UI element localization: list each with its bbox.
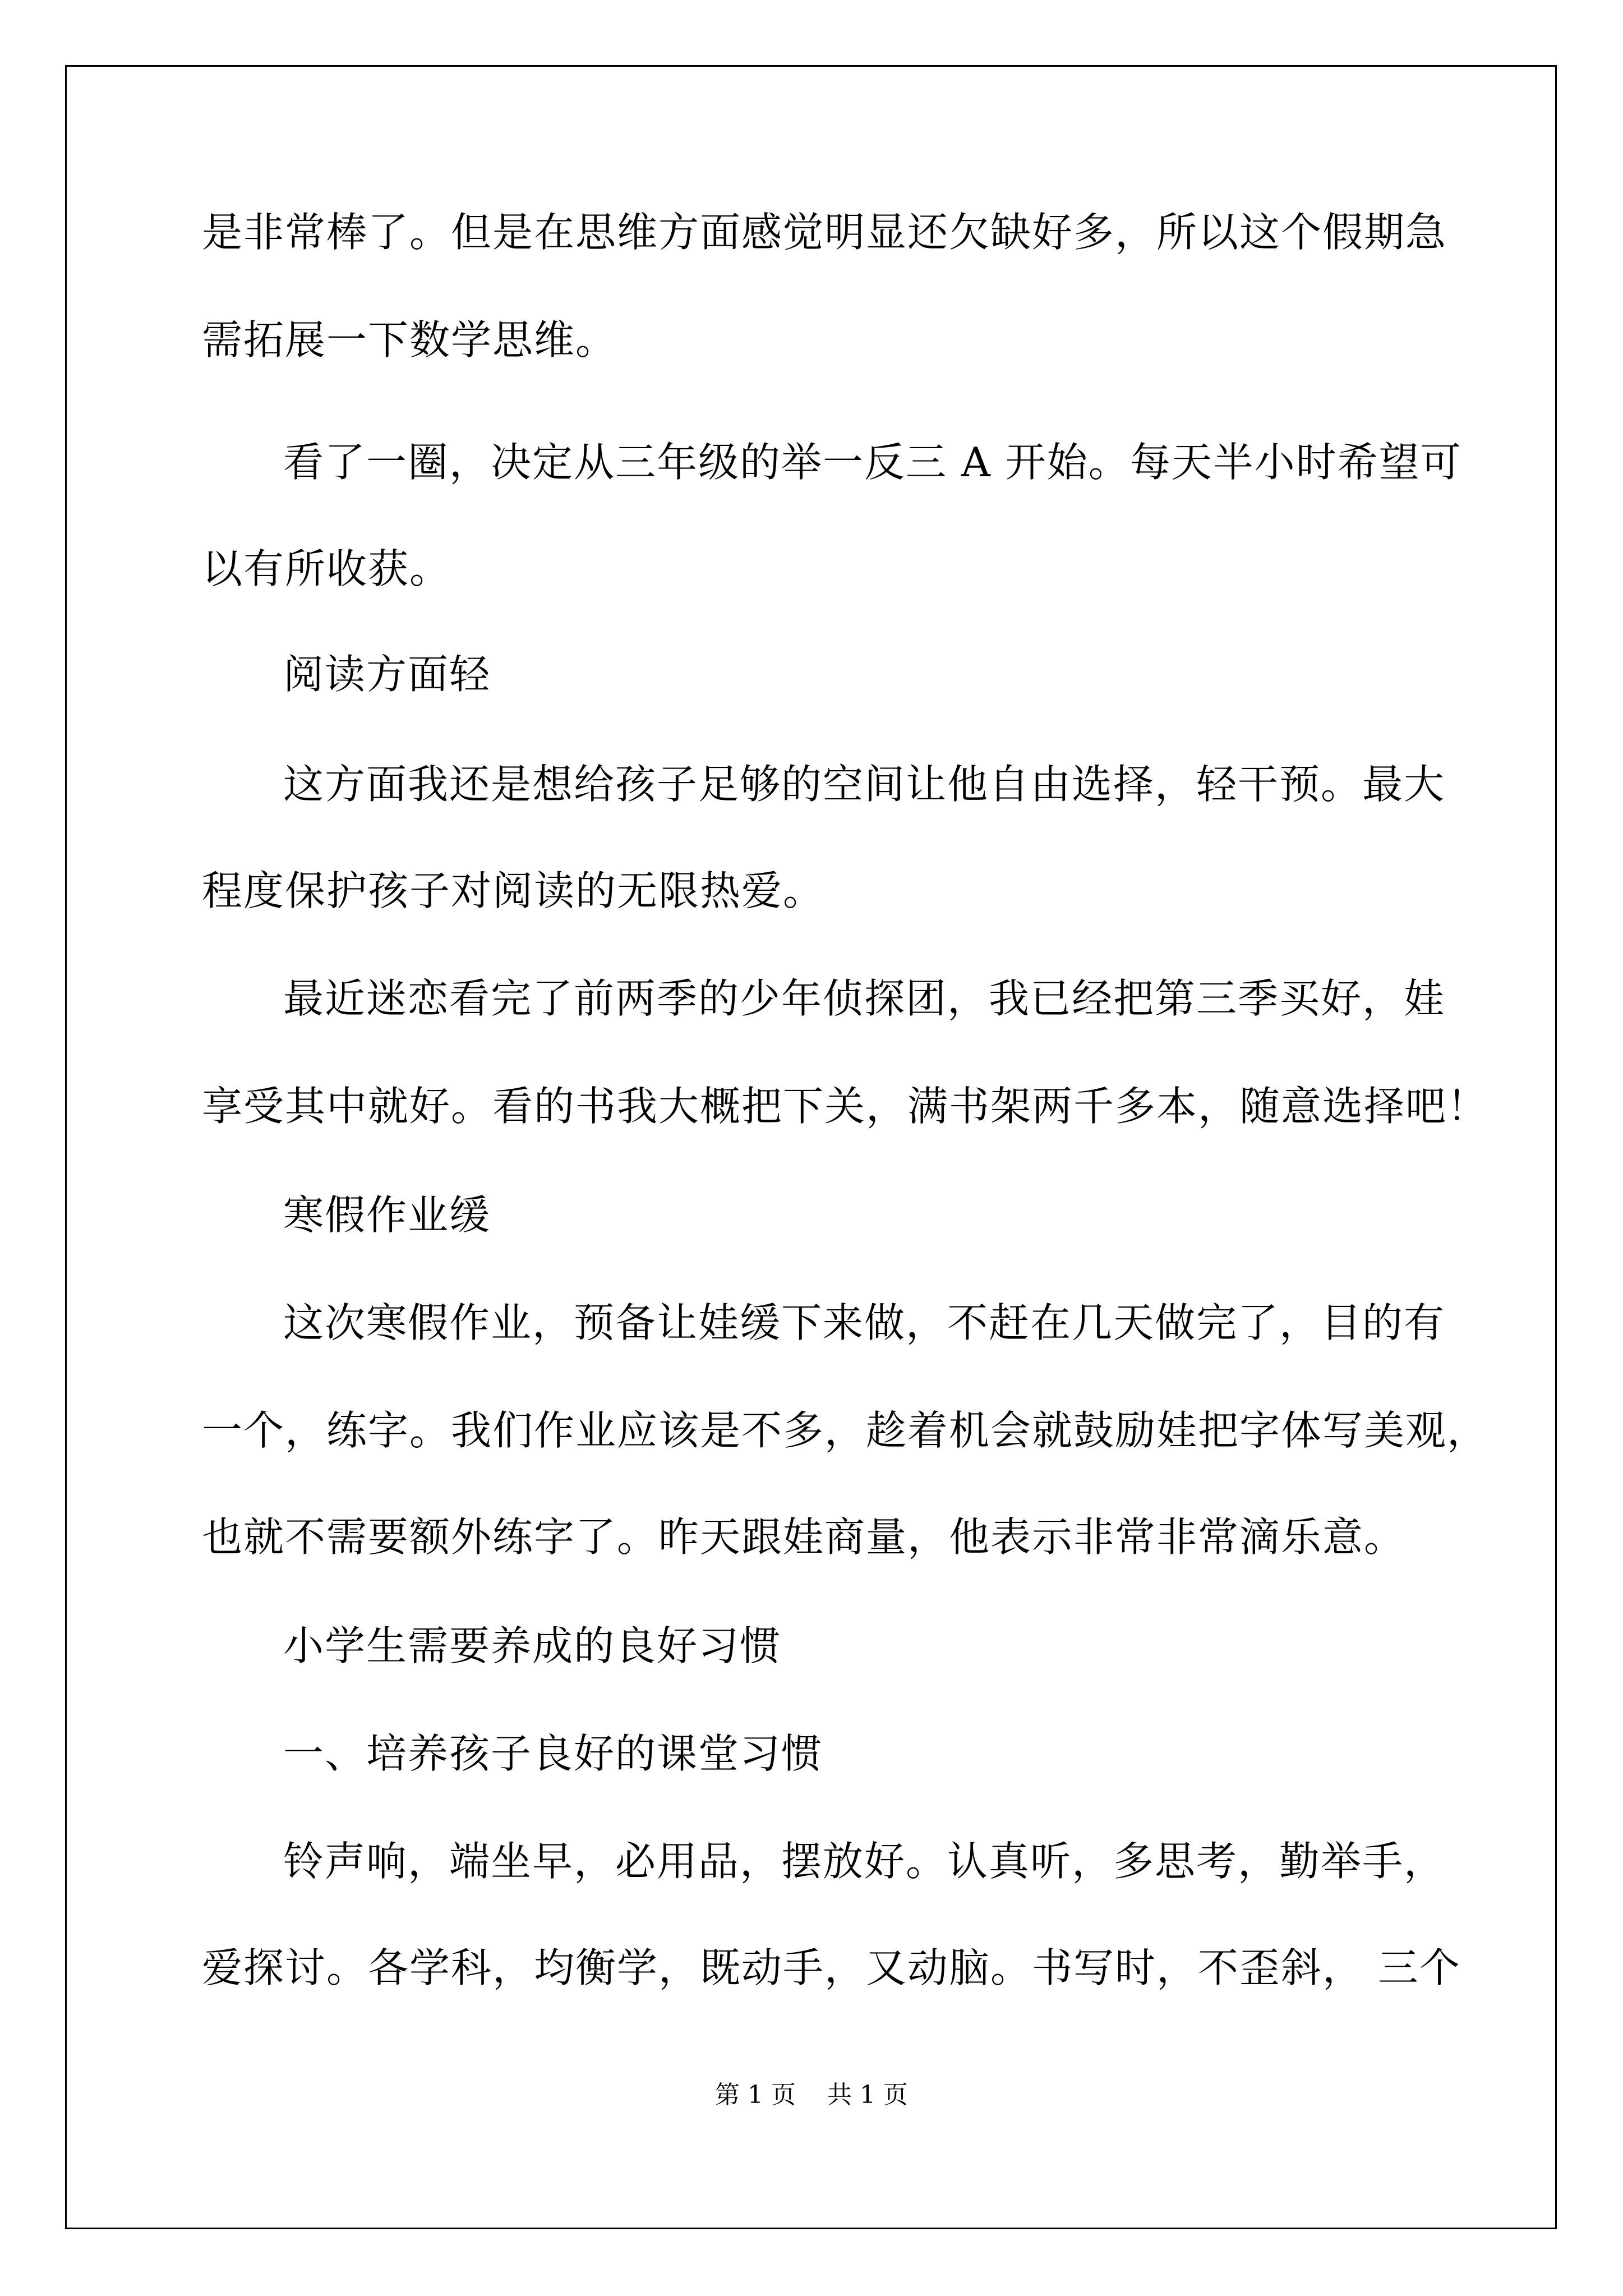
section-heading-reading: 阅读方面轻 <box>283 651 491 698</box>
text-line-11: 这次寒假作业，预备让娃缓下来做，不赶在几天做完了，目的有 <box>283 1299 1446 1346</box>
text-line-2: 需拓展一下数学思维。 <box>202 316 617 364</box>
text-line-12: 一个，练字。我们作业应该是不多，趁着机会就鼓励娃把字体写美观， <box>202 1407 1489 1454</box>
text-line-17: 爱探讨。各学科，均衡学，既动手，又动脑。书写时，不歪斜， 三个 <box>202 1944 1461 1991</box>
text-line-1: 是非常棒了。但是在思维方面感觉明显还欠缺好多，所以这个假期急 <box>202 209 1447 256</box>
text-line-4: 以有所收获。 <box>202 545 451 592</box>
text-line-16: 铃声响，端坐早，必用品，摆放好。认真听，多思考，勤举手， <box>283 1838 1446 1885</box>
section-heading-habits: 小学生需要养成的良好习惯 <box>283 1622 782 1669</box>
text-line-6: 这方面我还是想给孩子足够的空间让他自由选择，轻干预。最大 <box>283 761 1446 808</box>
text-line-8: 最近迷恋看完了前两季的少年侦探团，我已经把第三季买好，娃 <box>283 975 1446 1022</box>
text-line-3: 看了一圈，决定从三年级的举一反三 A 开始。每天半小时希望可 <box>283 439 1462 486</box>
text-line-9: 享受其中就好。看的书我大概把下关，满书架两千多本，随意选择吧！ <box>202 1083 1489 1130</box>
page-footer: 第 1 页 共 1 页 <box>715 2081 908 2109</box>
page-border <box>65 65 1557 2229</box>
section-heading-classroom: 一、培养孩子良好的课堂习惯 <box>283 1730 823 1777</box>
text-line-13: 也就不需要额外练字了。昨天跟娃商量，他表示非常非常滴乐意。 <box>202 1513 1406 1561</box>
section-heading-homework: 寒假作业缓 <box>283 1191 491 1239</box>
text-line-7: 程度保护孩子对阅读的无限热爱。 <box>202 867 825 914</box>
